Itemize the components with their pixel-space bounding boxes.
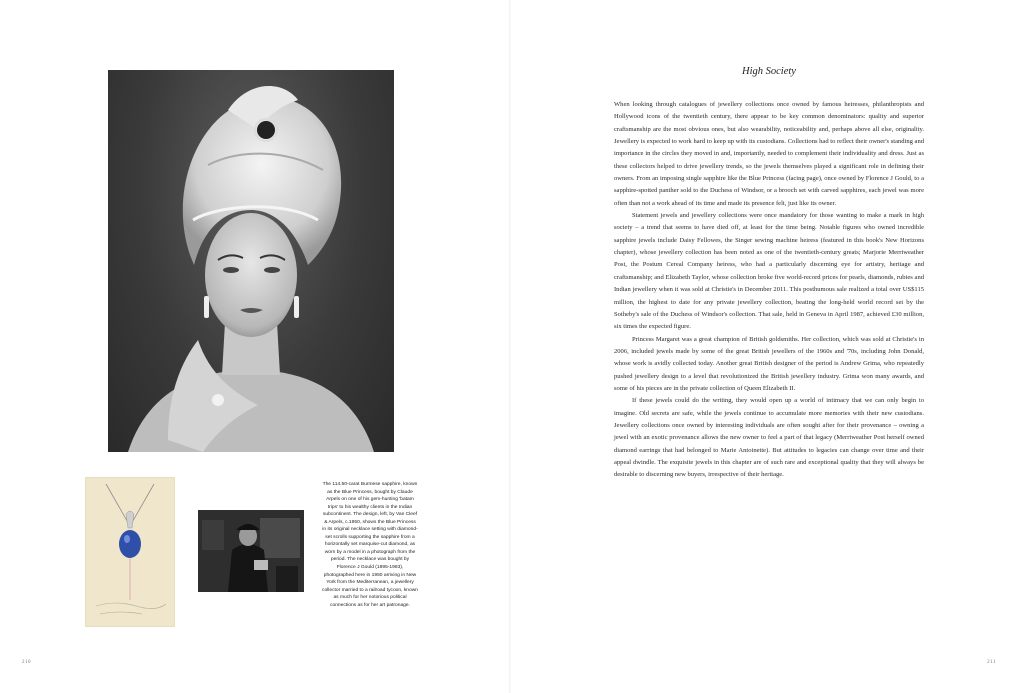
page-number-left: 210 (22, 660, 31, 665)
photo-caption: The 114.50-carat Burmese sapphire, known as the Blue Princess, bought by Claude Arpels on one of his gem-hunting 'batam trips' to his wealthy clients in the Indian subcontinent. The design, left, by Van Cleef & Arpels, c.1950, shows the Blue Princess in its original necklace setting with diamond-set scrolls supporting the sapphire from a horizontally set marquise-cut diamond, as worn by a model in a photograph from the period. The necklace was bought by Florence J Gould (1895-1983), photographed here in 1950 arriving in New York from the Mediterranean, a jewellery collector married to a railroad tycoon, known as much for her notorious political connections as for her art patronage. (322, 482, 418, 608)
sapphire-pendant-drawing (86, 478, 174, 626)
body-text (614, 99, 924, 482)
page-number-right: 211 (987, 660, 996, 665)
arrival-photo (198, 510, 304, 592)
paragraph: Princess Margaret was a great champion of British goldsmiths. Her collection, which was sold at Christie's in 2006, included jewels made by some of the great British jewellers of the 1960s and '70s, including John Donald, whose work is avidly collected today. Another great British designer of the period is Andrew Grima, who repeatedly pushed jewellery design to a level that revolutionized the British jewellery industry. Grima won many awards, and some of his pieces are in the private collection of Queen Elizabeth II. (614, 335, 924, 392)
portrait-illustration (108, 70, 394, 452)
paragraph: Statement jewels and jewellery collections were once mandatory for those wanting to make a mark in high society – a trend that seems to have died off, at least for the time being. Notable figures who owned incredible sapphire jewels include Daisy Fellowes, the Singer sewing machine heiress (featured in this book's New Horizons chapter), whose jewellery collection has been noted as one of the twentieth-century greats; Marjorie Merriweather Post, the Postum Cereal Company heiress, who had a particularly discerning eye for artistry, heritage and craftsmanship; and Elizabeth Taylor, whose collection broke five world-record prices for pearls, diamonds, rubies and Indian jewellery when it was sold at Christie's in December 2011. This posthumous sale realized a total over US$115 million, the highest to date for any private jewellery collection, beating the long-held world record set by the Sotheby's sale of the Duchess of Windsor's collection. That sale, held in Geneva in April 1987, achieved £30 million, six times the expected figure. (614, 212, 924, 331)
paragraph: When looking through catalogues of jewellery collections once owned by famous heiresses, philanthropists and Hollywood icons of the twentieth century, there appear to be key common denominators: quality and superior craftsmanship are the most obvious ones, but also wearability, noticeability and, perhaps above all else, originality. Jewellery is expected to work hard to keep up with its custodians. Collections had to reflect their owner's standing and importance in the circles they moved in and, importantly, needed to complement their individuality and dress. Just as these collectors helped to drive jewellery trends, so the jewels themselves played a significant role in defining their owners. From an imposing single sapphire like the Blue Princess (facing page), once owned by Florence J Gould, to a sapphire-spotted panther sold to the Duchess of Windsor, or a brooch set with carved sapphires, each jewel was more often than not a work ahead of its time and made its presence felt, just like its owner. (614, 101, 924, 207)
page-gutter (509, 0, 511, 693)
chapter-heading: High Society (742, 66, 796, 77)
paragraph: If these jewels could do the writing, they would open up a world of intimacy that we can only begin to imagine. Old secrets are safe, while the jewels continue to accumulate more memories with their new custodians. Jewellery collections once owned by interesting individuals are often sought after for their provenance – owning a jewel with an exotic provenance allows the new owner to feel a part of that legacy (Merriweather Post herself owned diamond earrings that had belonged to Marie Antoinette). But attitudes to legacies can change over time and their appeal dwindle. The exquisite jewels in this chapter are of such rare and exceptional quality that they will always be desirable to discerning new buyers, irrespective of their heritage. (614, 397, 924, 479)
portrait-photo (108, 70, 394, 452)
necklace-design-sketch (85, 477, 175, 627)
florence-gould-photo (198, 510, 304, 592)
